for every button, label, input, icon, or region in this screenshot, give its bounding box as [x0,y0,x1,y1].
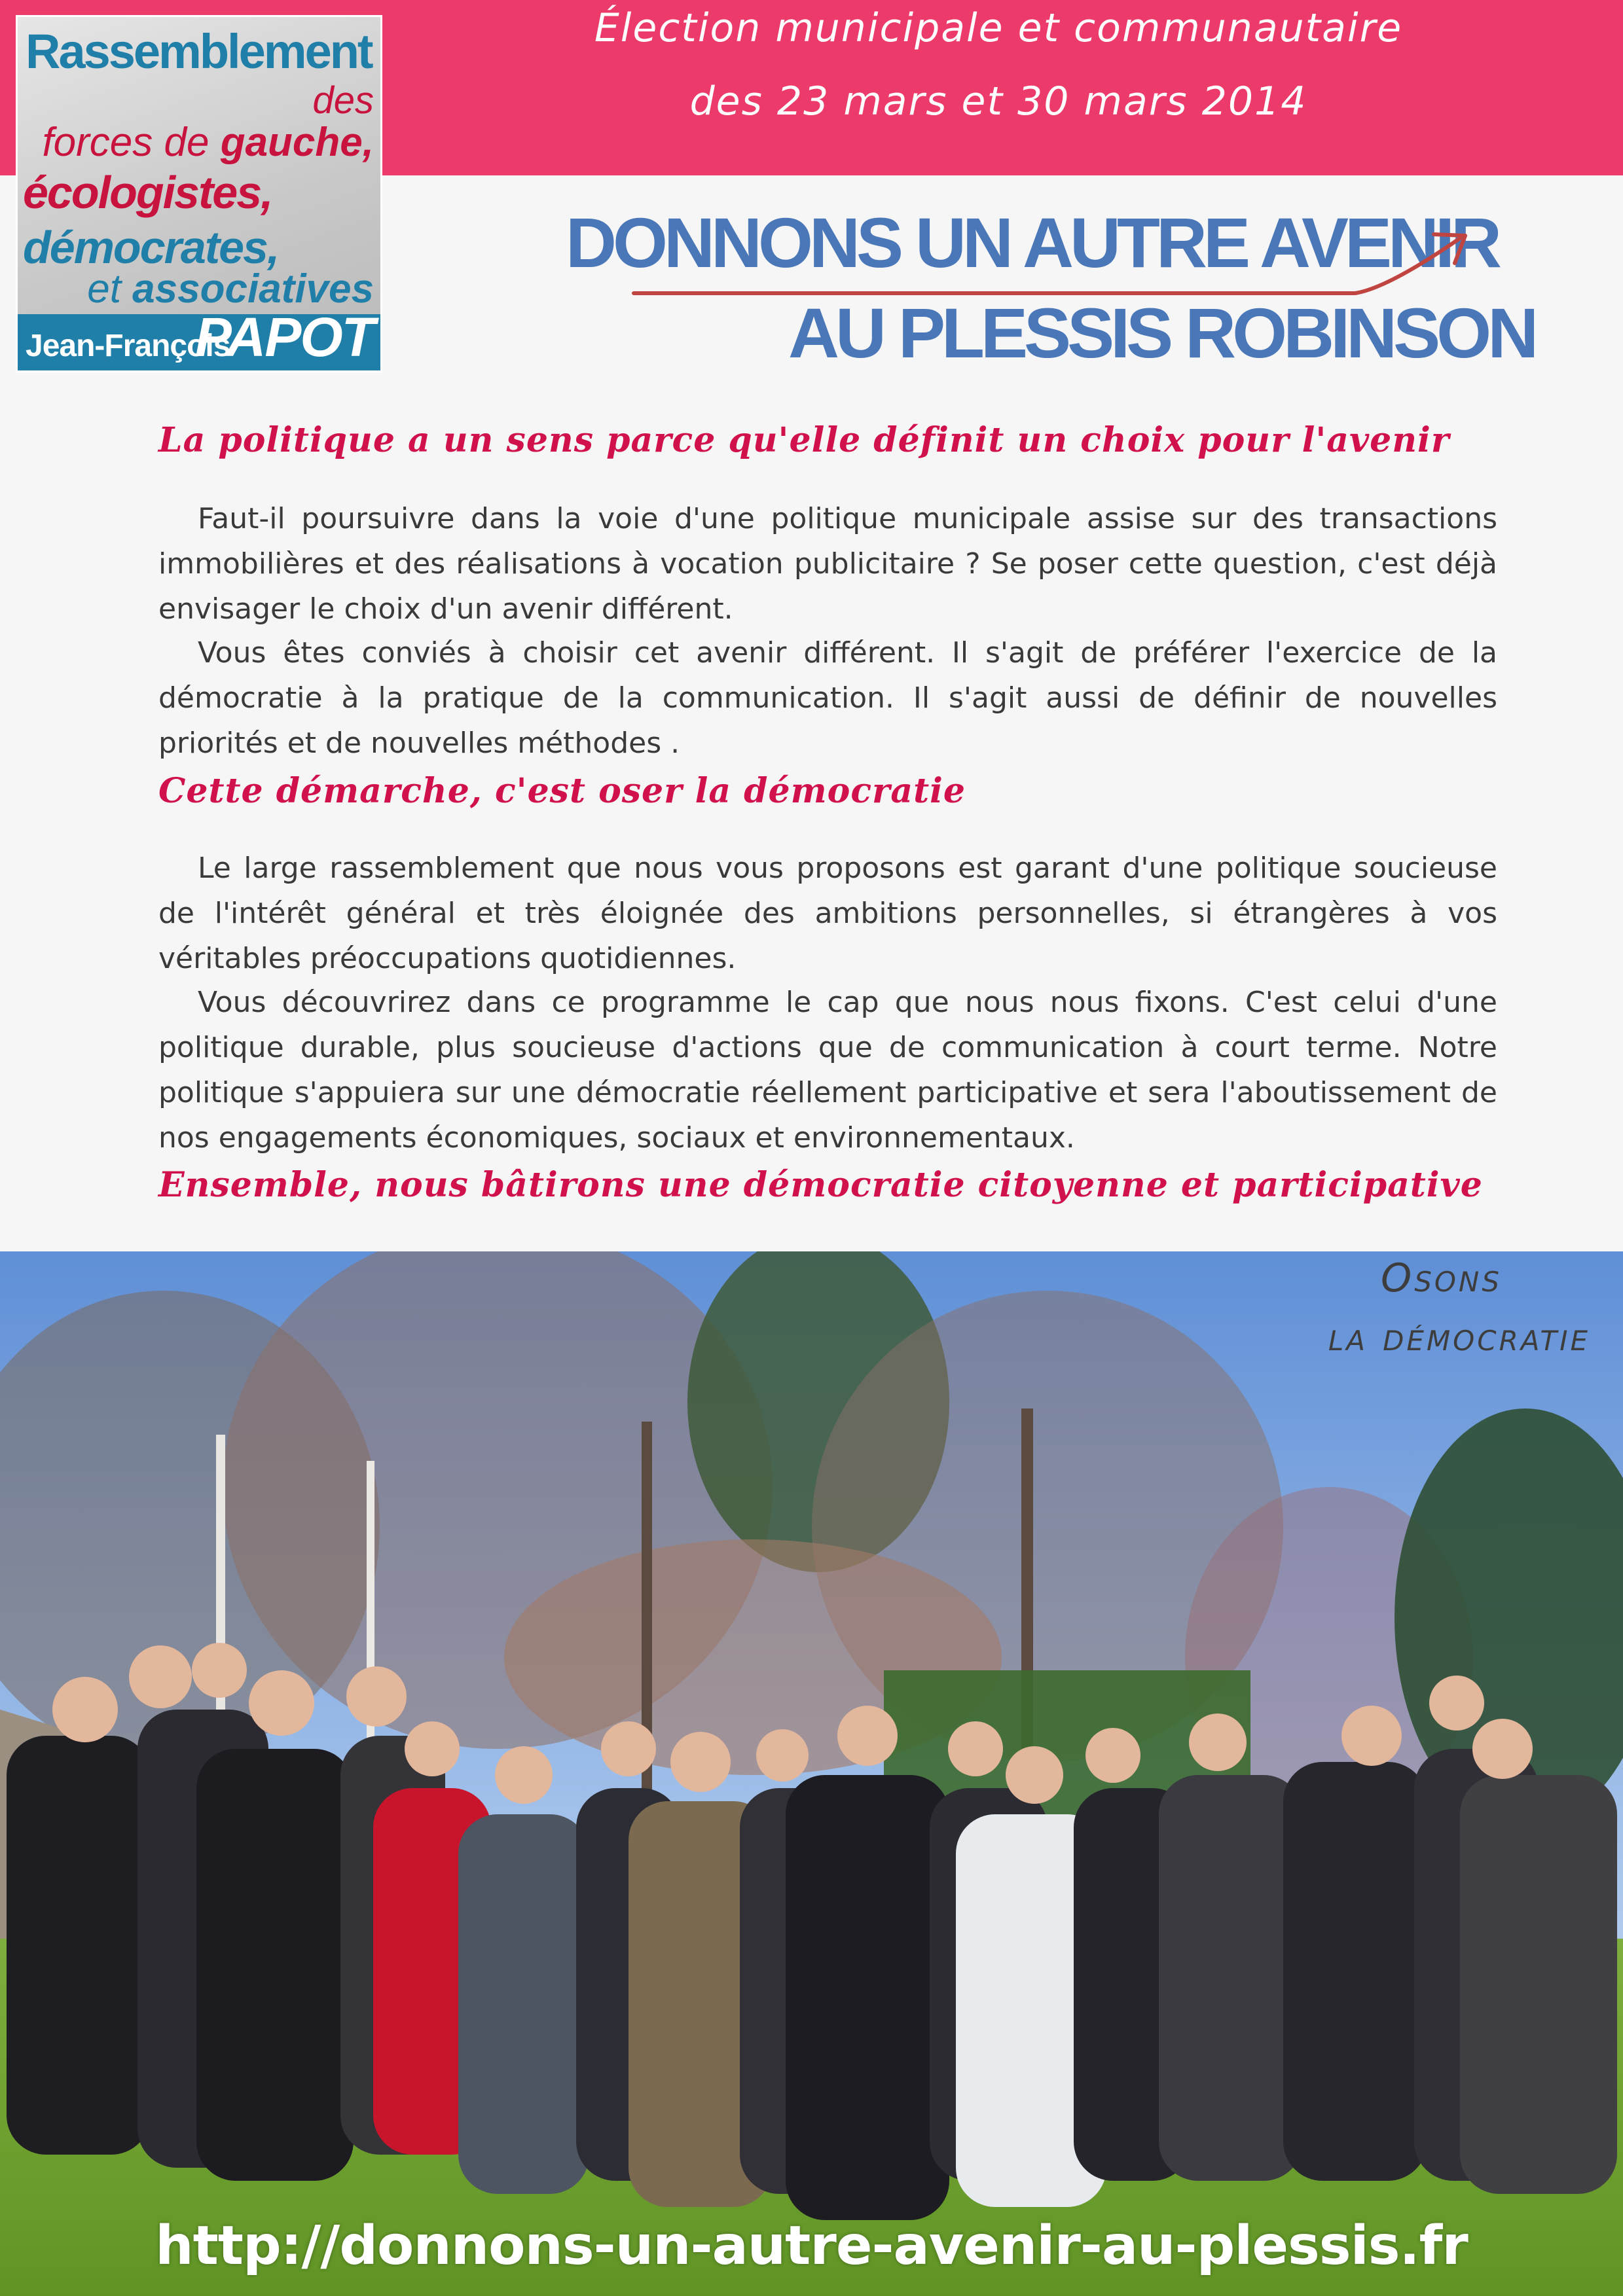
logo-ecologistes: écologistes, [23,167,272,218]
logo-last-name: PAPOT [194,306,374,368]
logo-democrates: démocrates, [23,222,279,273]
paragraph-4: Vous découvrirez dans ce programme le cap que nous nous fixons. C'est celui d'une politique durable, plus soucieuse d'actions que de communication à court terme. Notre politique s'appuiera sur une démocratie réellement participative et sera l'aboutissement de nos engagements économiques, sociaux et environnementaux. [158,986,1497,1155]
slogan-line-1: DONNONS UN AUTRE AVENIR [566,203,1499,282]
paragraph-1: Faut-il poursuivre dans la voie d'une politique municipale assise sur des transactions immobilières et des réalisations à vocation publicitaire ? Se poser cette question, c'est déjà envisager le choix d'un avenir différent. [158,502,1497,626]
group-photo [0,1251,1623,2296]
paragraph-3: Le large rassemblement que nous vous proposons est garant d'une politique soucieuse de l'intérêt général et très éloignée des ambitions personnelles, si étrangères à vos véritables préoccupations quotidiennes. [158,852,1497,975]
website-url[interactable]: http://donnons-un-autre-avenir-au-plessis.fr [155,2215,1468,2277]
logo-forces-gauche [42,119,374,166]
logo-et: et [87,266,133,312]
election-dates: des 23 mars et 30 mars 2014 [689,79,1307,124]
section-heading-1: La politique a un sens parce qu'elle définit un choix pour l'avenir [158,420,1450,460]
logo-forces-de: forces de [42,120,221,165]
section-heading-2: Cette démarche, c'est oser la démocratie [158,771,966,811]
logo-rassemblement: Rassemblement [26,24,372,79]
logo-des: des [312,79,374,122]
paragraph-2: Vous êtes conviés à choisir cet avenir différent. Il s'agit de préférer l'exercice de la démocratie à la pratique de la communication. Il s'agit aussi de définir de nouvelles priorités et de nouvelles méthodes . [158,636,1497,760]
election-title: Élection municipale et communautaire [594,5,1403,51]
section-heading-3: Ensemble, nous bâtirons une démocratie citoyenne et participative [158,1165,1483,1205]
logo-associatives: associatives [132,266,374,312]
logo-gauche: gauche, [220,120,374,165]
slogan-line-2: AU PLESSIS ROBINSON [788,293,1535,372]
tagline-osons: Osons [1380,1255,1502,1301]
tagline-la-democratie: la démocratie [1328,1314,1590,1360]
logo-first-name: Jean-François [26,329,230,363]
group-photo-illustration [0,1251,1623,2296]
campaign-logo [18,17,380,370]
